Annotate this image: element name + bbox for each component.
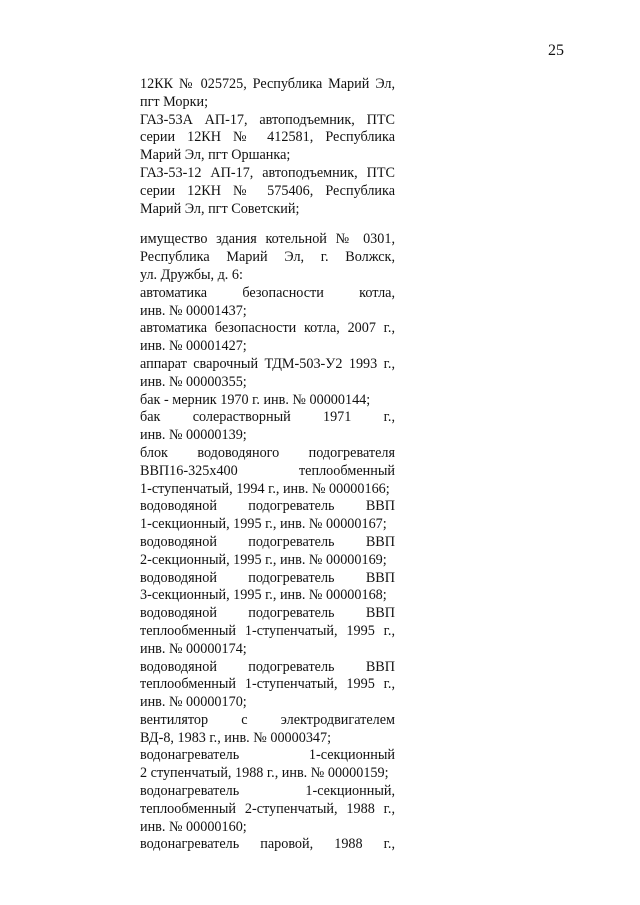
text-line: блок водоводяного подогревателя: [140, 444, 395, 461]
text-line: ГАЗ-53-12 АП-17, автоподъемник, ПТС: [140, 164, 395, 181]
text-line: имущество здания котельной № 0301,: [140, 231, 395, 248]
text-line: вентилятор с электродвигателем: [140, 711, 395, 728]
page-number: 25: [548, 42, 564, 59]
text-line: ул. Дружбы, д. 6:: [140, 266, 243, 283]
text-line: водонагреватель 1-секционный,: [140, 783, 395, 800]
text-line: водонагреватель паровой, 1988 г.,: [140, 836, 395, 853]
text-line: теплообменный 1-ступенчатый, 1995 г.,: [140, 622, 395, 639]
text-line: 1-ступенчатый, 1994 г., инв. № 00000166;: [140, 480, 390, 497]
text-line: инв. № 00000170;: [140, 694, 247, 711]
text-line: пгт Морки;: [140, 93, 209, 110]
text-line: инв. № 00000174;: [140, 640, 247, 657]
text-line: бак солерастворный 1971 г.,: [140, 409, 395, 426]
text-line: теплообменный 1-ступенчатый, 1995 г.,: [140, 676, 395, 693]
text-line: теплообменный 2-ступенчатый, 1988 г.,: [140, 800, 395, 817]
text-line: водоводяной подогреватель ВВП: [140, 658, 395, 675]
text-line: автоматика безопасности котла,: [140, 284, 395, 301]
text-line: инв. № 00000355;: [140, 373, 247, 390]
text-line: ВВП16-325х400 теплообменный: [140, 462, 395, 479]
text-line: ВД-8, 1983 г., инв. № 00000347;: [140, 729, 332, 746]
text-line: автоматика безопасности котла, 2007 г.,: [140, 320, 395, 337]
text-line: 2-секционный, 1995 г., инв. № 00000169;: [140, 551, 387, 568]
text-line: серии 12КН № 412581, Республика: [140, 129, 395, 146]
text-line: инв. № 00000160;: [140, 818, 247, 835]
boiler-property-block: [140, 231, 395, 854]
text-line: водоводяной подогреватель ВВП: [140, 605, 395, 622]
text-line: 3-секционный, 1995 г., инв. № 00000168;: [140, 587, 387, 604]
text-line: Марий Эл, пгт Оршанка;: [140, 147, 291, 164]
text-line: серии 12КН № 575406, Республика: [140, 182, 395, 199]
text-line: инв. № 00001427;: [140, 338, 247, 355]
text-line: инв. № 00000139;: [140, 427, 247, 444]
text-line: 1-секционный, 1995 г., инв. № 00000167;: [140, 516, 387, 533]
text-line: Марий Эл, пгт Советский;: [140, 200, 300, 217]
paragraph-gap: [140, 218, 395, 231]
text-line: ГАЗ-53А АП-17, автоподъемник, ПТС: [140, 111, 395, 128]
text-line: водоводяной подогреватель ВВП: [140, 569, 395, 586]
text-line: инв. № 00001437;: [140, 302, 247, 319]
text-line: водонагреватель 1-секционный: [140, 747, 395, 764]
text-line: Республика Марий Эл, г. Волжск,: [140, 249, 395, 266]
text-line: водоводяной подогреватель ВВП: [140, 533, 395, 550]
text-line: 2 ступенчатый, 1988 г., инв. № 00000159;: [140, 765, 389, 782]
text-line: аппарат сварочный ТДМ-503-У2 1993 г.,: [140, 355, 395, 372]
vehicle-list-block: [140, 76, 395, 218]
document-body: [140, 76, 395, 854]
text-line: водоводяной подогреватель ВВП: [140, 498, 395, 515]
text-line: 12КК № 025725, Республика Марий Эл,: [140, 76, 395, 92]
text-line: бак - мерник 1970 г. инв. № 00000144;: [140, 391, 371, 408]
